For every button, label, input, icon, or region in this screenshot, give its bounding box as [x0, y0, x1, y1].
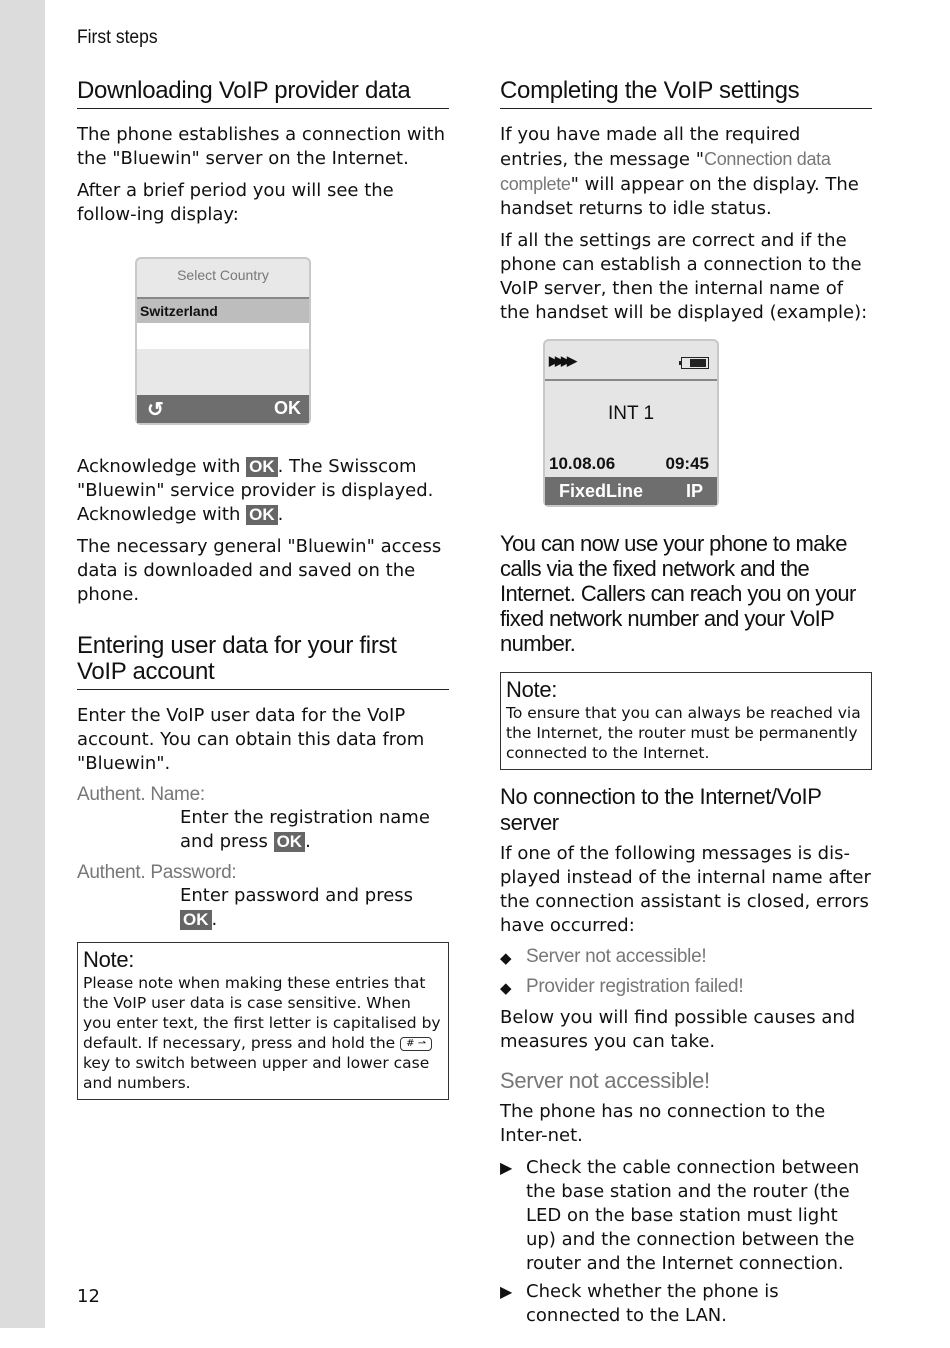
- error-message: Provider registration failed!: [526, 976, 744, 997]
- note-text: To ensure that you can always be reached via the Internet, the router must be permanently connected to the Internet.: [506, 704, 861, 762]
- display-softkey-bar: [545, 477, 717, 505]
- handset-display-select-country: [135, 257, 311, 425]
- ok-key-icon: OK: [246, 505, 278, 525]
- paragraph: If one of the following messages is dis-played instead of the internal name after the connection assistant is closed, errors have occurred:: [500, 843, 871, 936]
- paragraph: If all the settings are correct and if the phone can establish a connection to the VoIP server, then the internal name of the handset will be displayed (example):: [500, 230, 868, 323]
- list-item: [500, 1280, 872, 1328]
- handset-name: INT 1: [607, 403, 655, 424]
- softkey-fixedline: FixedLine: [559, 481, 644, 501]
- paragraph: After a brief period you will see the follow-ing display:: [77, 180, 394, 225]
- display-date: 10.08.06: [549, 454, 616, 473]
- paragraph: Enter the VoIP user data for the VoIP account. You can obtain this data from "Bluewin".: [77, 705, 425, 774]
- heading-downloading: Downloading VoIP provider data: [77, 78, 449, 109]
- paragraph-acknowledge: Acknowledge with OK . The Swisscom "Bluewin" service provider is displayed. Acknowledge with OK .: [77, 456, 434, 525]
- heading-entering-user-data: Entering user data for your first VoIP account: [77, 633, 449, 690]
- diamond-bullet-icon: ◆: [500, 979, 512, 997]
- list-item: [500, 946, 872, 970]
- display-selected-item: Switzerland: [137, 299, 309, 323]
- summary-text: You can now use your phone to make calls via the fixed network and the Internet. Callers can reach you on your fixed network number and your VoIP number.: [500, 531, 856, 656]
- page-number: 12: [77, 1286, 100, 1307]
- bullet-text: Check whether the phone is connected to the LAN.: [526, 1281, 779, 1326]
- paragraph: The phone establishes a connection with the "Bluewin" server on the Internet.: [77, 124, 446, 169]
- display-empty-row: [137, 323, 309, 349]
- list-item: [500, 1156, 872, 1276]
- display-softkey-bar: [137, 395, 309, 423]
- display-message: Connection data complete: [500, 149, 831, 194]
- paragraph: Below you will find possible causes and measures you can take.: [500, 1007, 856, 1052]
- subheading-server-not-accessible: Server not accessible!: [500, 1068, 710, 1093]
- ok-key-icon: OK: [246, 457, 278, 477]
- handset-display-idle: [543, 339, 719, 507]
- paragraph: The phone has no connection to the Inter-net.: [500, 1101, 826, 1146]
- softkey-ip: IP: [685, 481, 703, 501]
- note-box: [77, 942, 449, 1100]
- ok-key-icon: OK: [274, 832, 306, 852]
- left-column: [77, 78, 449, 1114]
- signal-strength-icon: ▶▶▶▶: [549, 353, 573, 368]
- arrow-bullet-icon: ▶: [500, 1282, 513, 1301]
- label-authent-name: Authent. Name:: [77, 784, 205, 805]
- instruction-name: Enter the registration name and press OK .: [180, 807, 430, 852]
- label-authent-password: Authent. Password:: [77, 862, 237, 883]
- heading-no-connection: No connection to the Internet/VoIP server: [500, 784, 822, 835]
- running-header: First steps: [77, 27, 158, 48]
- heading-completing: Completing the VoIP settings: [500, 78, 872, 109]
- page-margin-bar: [0, 0, 45, 1328]
- diamond-bullet-icon: ◆: [500, 949, 512, 967]
- note-text: Please note when making these entries that the VoIP user data is case sensitive. When you enter text, the first letter is capitalised by default. If necessary, press and hold the # ⇀ key to switch between upper and lower case and numbers.: [83, 974, 441, 1092]
- note-box: [500, 672, 872, 770]
- ok-softkey: OK: [274, 398, 301, 418]
- display-title: Select Country: [177, 267, 269, 283]
- paragraph: The necessary general "Bluewin" access data is downloaded and saved on the phone.: [77, 536, 442, 605]
- right-column: [500, 78, 872, 1332]
- ok-key-icon: OK: [180, 910, 212, 930]
- battery-icon: [681, 357, 709, 369]
- error-message: Server not accessible!: [526, 946, 707, 967]
- display-time: 09:45: [665, 454, 709, 473]
- bullet-text: Check the cable connection between the base station and the router (the LED on the base station must light up) and the connection between the router and the Internet connection.: [526, 1157, 860, 1274]
- list-item: [500, 976, 872, 1000]
- arrow-bullet-icon: ▶: [500, 1158, 513, 1177]
- display-divider: [545, 379, 717, 381]
- note-title: Note:: [506, 677, 558, 702]
- instruction-password: Enter password and press OK .: [180, 885, 414, 930]
- note-title: Note:: [83, 947, 135, 972]
- back-icon: ↺: [147, 399, 164, 421]
- paragraph: If you have made all the required entries, the message "Connection data complete" will appear on the display. The handset returns to idle status.: [500, 124, 859, 219]
- hash-key-icon: # ⇀: [400, 1037, 432, 1051]
